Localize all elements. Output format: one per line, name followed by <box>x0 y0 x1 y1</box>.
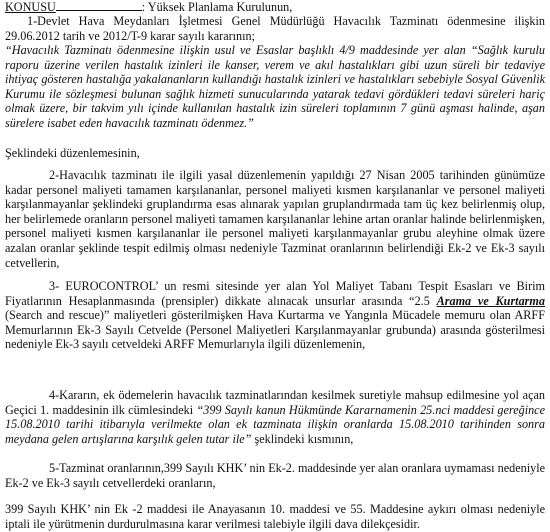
subject-underline <box>56 0 142 11</box>
item-3-part2: (Search and rescue)” maliyetleri gösterilmişken Hava Kurtarma ve Yangınla Mücadele memuru olan ARFF Memurlarının Ek-3 Sayılı Cetvelde (Personel Maliyetleri Karşılanmayanlar grubunda) arasında gösterilmesi nedeniyle Ek-3 sayılı cetveldeki ARFF Memurlarıyla ilgili düzenlemenin, <box>5 308 545 352</box>
subject-value: : Yüksek Planlama Kurulunun, <box>141 0 293 14</box>
item-4-part1: 4-Kararın, ek ödemelerin havacılık tazminatlarından kesilmek suretiyle mahsup edilmesine yol açan Geçici 1. maddesinin ilk cümlesindeki <box>5 388 545 417</box>
item-3-paragraph <box>5 279 545 352</box>
item-3-highlight: Arama ve Kurtarma <box>436 293 545 308</box>
item-4-part2: şeklindeki kısmının, <box>251 431 354 446</box>
subject-line <box>5 0 545 15</box>
item-4-quote: “399 Sayılı kanun Hükmünde Kararnamenin 25.nci maddesi gereğince 15.08.2010 tarihi itibarıyla verilmekte olan ek tazminata ilişkin oranlarda 15.08.2010 tarihinden sonra meydana gelen artışlarına karşılık gelen tutar ile” <box>5 402 546 446</box>
item-3-part1: 3- EUROCONTROL’ un resmi sitesinde yer alan Yol Maliyet Tabanı Tespit Esasları ve Birim Fiyatlarının Hesaplanmasında (prensipler) dikkate alınacak unsurlar arasında “2.5 <box>5 279 545 308</box>
item-4-paragraph <box>5 388 545 446</box>
item-1-intro: 1-Devlet Hava Meydanları İşletmesi Genel Müdürlüğü Havacılık Tazminatı ödenmesine ilişkin 29.06.2012 tarih ve 2012/T-9 karar sayılı kararının; <box>5 14 545 43</box>
closing-paragraph: 399 Sayılı KHK’ nin Ek -2 maddesi ile Anayasanın 10. maddesi ve 55. Maddesine aykırı olması nedeniyle iptali ile yürütmenin durdurulmasına karar verilmesi talebiyle ilgili dava dilekçesidir. <box>5 502 545 531</box>
subject-label: KONUSU <box>5 0 56 14</box>
item-1-close: Şeklindeki düzenlemesinin, <box>5 146 140 160</box>
item-5-paragraph: 5-Tazminat oranlarının,399 Sayılı KHK’ nin Ek-2. maddesinde yer alan oranlara uymaması nedeniyle Ek-2 ve Ek-3 sayılı cetvellerdeki oranların, <box>5 461 545 490</box>
item-2-paragraph: 2-Havacılık tazminatı ile ilgili yasal düzenlemenin yapıldığı 27 Nisan 2005 tarihinden günümüze kadar personel maliyeti tamamen karşılananlar, personel maliyeti kısmen karşılananlar ve personel maliyeti karşılanmayanlar şeklindeki gruplandırma esas alınarak yapılan gruplandırmada tam üç kez belirlenmiş olup, her belirlemede oranların personel maliyeti tamamen karşılananlar lehine artan oranlar halinde belirlenmişken, personel maliyeti kısmen karşılananlar ile personel maliyeti karşılanmayanlar grubu aleyhine olmak üzere azalan oranlar şeklinde tespit edilmiş olması nedeniyle Tazminat oranlarının belirlendiği Ek-2 ve Ek-3 sayılı cetvellerin, <box>5 168 545 270</box>
item-1-quote: “Havacılık Tazminatı ödenmesine ilişkin usul ve Esaslar başlıklı 4/9 maddesinde yer alan “Sağlık kurulu raporu üzerine verilen hastalık izinleri ile kanser, verem ve akıl hastalıkları gibi uzun süreli bir tedaviye ihtiyaç gösteren hastalığa yakalananların kullandığı hastalık izinleri ve hastalıkları sebebiyle Sosyal Güvenlik Kurumu ile sözleşmesi bulunan sağlık hizmeti sunucularında yatarak tedavi gördükleri tedavi süreleri hariç olmak üzere, bir takvim yılı içinde kullanılan hastalık izin süreleri toplamının 7 günü aşması halinde, aşan sürelere isabet eden havacılık tazminatı ödenmez.” <box>5 43 545 130</box>
